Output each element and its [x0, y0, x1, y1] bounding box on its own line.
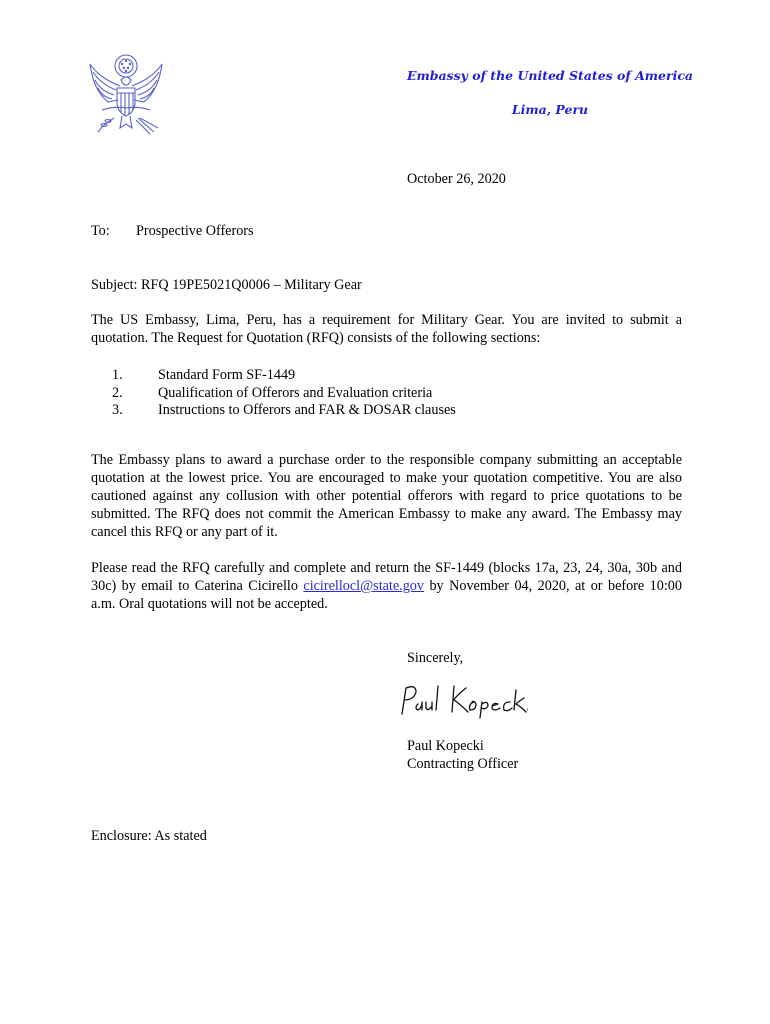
letterhead-city: Lima, Peru — [511, 102, 589, 117]
intro-paragraph: The US Embassy, Lima, Peru, has a requirement for Military Gear. You are invited to submit a quotation. The Request for Quotation (RFQ) consists of the following sections: — [91, 312, 682, 346]
handwritten-signature — [394, 680, 528, 720]
letterhead-embassy: Embassy of the United States of America — [406, 68, 694, 83]
list-item-text: Instructions to Offerors and FAR & DOSAR clauses — [158, 402, 456, 418]
contact-email-link[interactable]: cicirellocl@state.gov — [303, 578, 424, 594]
list-item-number: 2. — [112, 385, 123, 401]
list-item-text: Qualification of Offerors and Evaluation criteria — [158, 385, 433, 401]
enclosure-note: Enclosure: As stated — [91, 828, 207, 844]
letter-date: October 26, 2020 — [407, 171, 506, 187]
signer-name: Paul Kopecki — [407, 738, 484, 754]
instructions-text-start: Please read the RFQ carefully and complete and return the SF-1449 (blocks 17a, 23, 24, 30a, 30b and 30c) by email to Caterina Cicirello — [91, 560, 682, 594]
award-paragraph: The Embassy plans to award a purchase order to the responsible company submitting an acceptable quotation at the lowest price. You are encouraged to make your quotation competitive. You are also cautioned against any collusion with other potential offerors with regard to price quotations to be submitted. The RFQ does not commit the American Embassy to make any award. The Embassy may cancel this RFQ or any part of it. — [91, 452, 682, 540]
to-label: To: — [91, 223, 110, 239]
instructions-text-end: by November 04, 2020, at or before 10:00 a.m. Oral quotations will not be accepted. — [91, 578, 682, 612]
instructions-paragraph — [91, 559, 682, 613]
signer-title: Contracting Officer — [407, 756, 519, 772]
subject-line: Subject: RFQ 19PE5021Q0006 – Military Gear — [91, 277, 362, 293]
to-recipient: Prospective Offerors — [136, 223, 254, 239]
list-item-number: 1. — [112, 367, 123, 383]
list-item-text: Standard Form SF-1449 — [158, 367, 296, 383]
closing-salutation: Sincerely, — [407, 650, 464, 666]
great-seal-icon — [84, 48, 168, 138]
list-item-number: 3. — [112, 402, 123, 418]
